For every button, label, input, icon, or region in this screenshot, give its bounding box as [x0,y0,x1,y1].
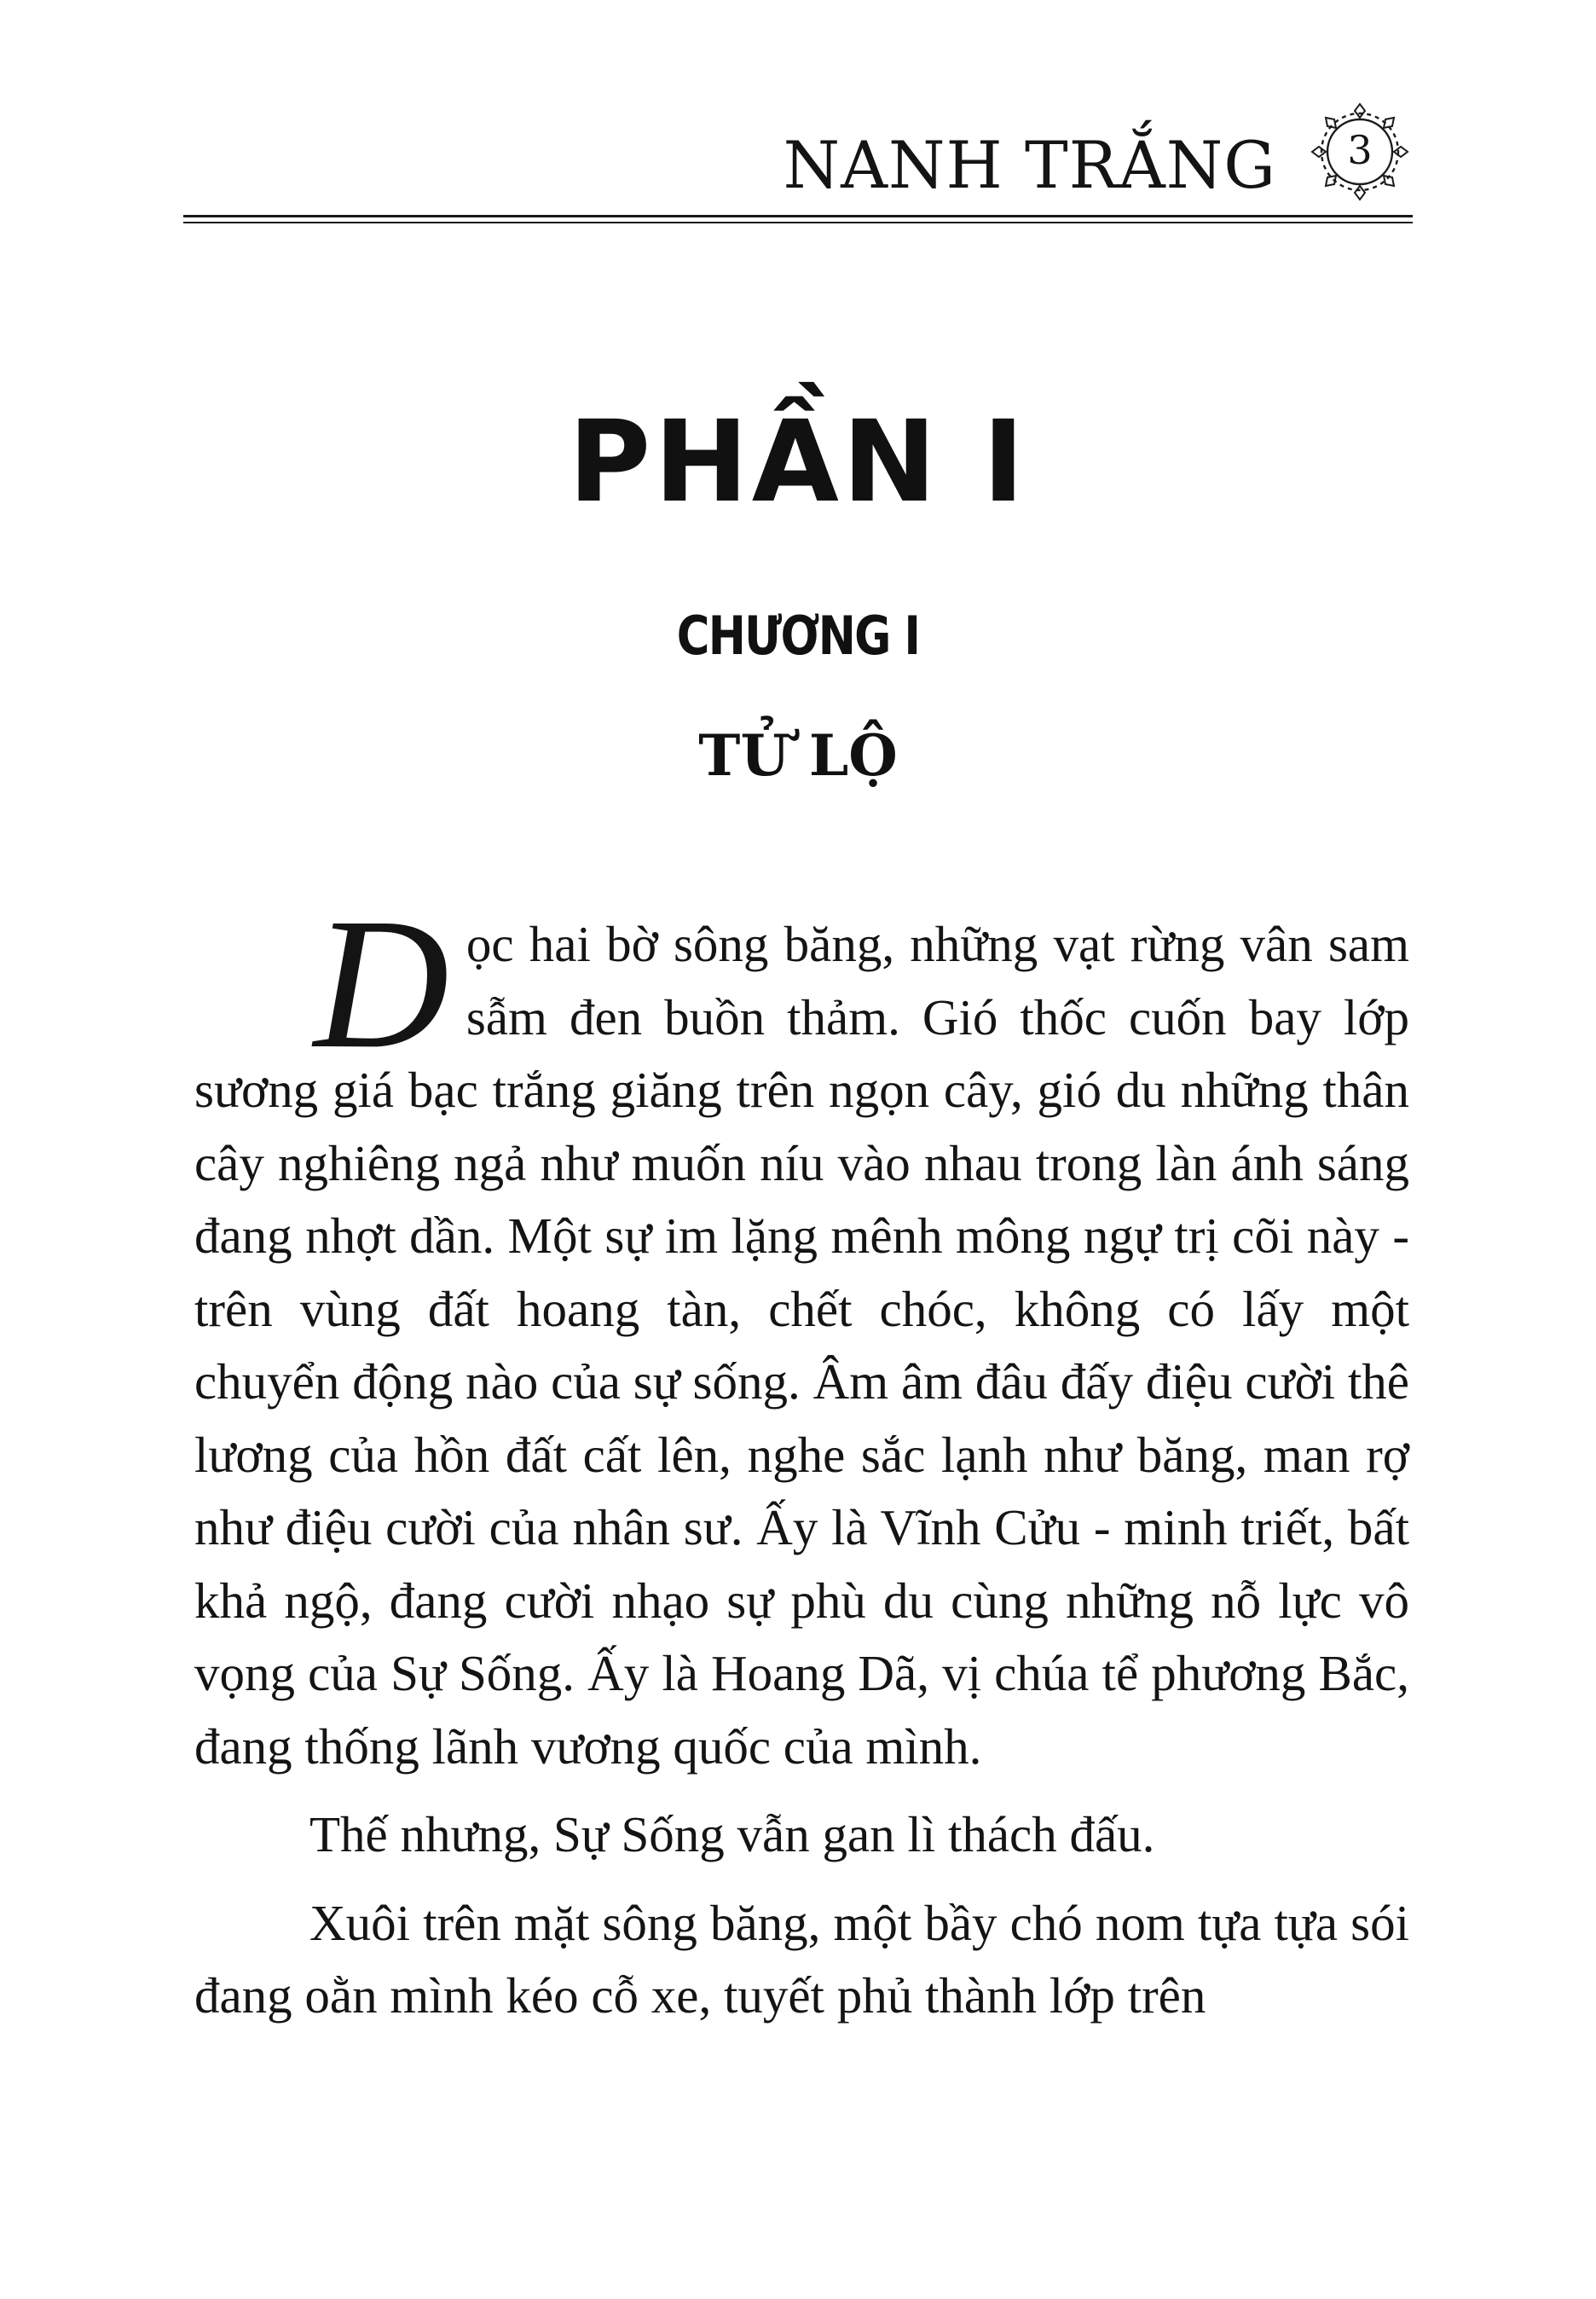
section-title: TỬ LỘ [698,722,898,789]
page-number: 3 [1347,127,1373,173]
header-double-rule [183,215,1413,225]
page-number-ornament [1307,99,1413,205]
paragraph-1 [194,879,1409,1783]
body-text [194,879,1409,2033]
paragraph-1-text: ọc hai bờ sông băng, những vạt rừng vân sam sẫm đen buồn thảm. Gió thốc cuốn bay lớp sương giá bạc trắng giăng trên ngọn cây, gió du những thân cây nghiêng ngả như muốn níu vào nhau trong làn ánh sáng đang nhợt dần. Một sự im lặng mênh mông ngự trị cõi này - trên vùng đất hoang tàn, chết chóc, không có lấy một chuyển động nào của sự sống. Âm âm đâu đấy điệu cười thê lương của hồn đất cất lên, nghe sắc lạnh như băng, man rợ như điệu cười của nhân sư. Ấy là Vĩnh Cửu - minh triết, bất khả ngộ, đang cười nhạo sự phù du cùng những nỗ lực vô vọng của Sự Sống. Ấy là Hoang Dã, vị chúa tể phương Bắc, đang thống lãnh vương quốc của mình. [194,916,1409,1775]
part-title: PHẦN I [568,397,1028,528]
running-header [183,102,1413,230]
running-header-title: NANH TRẮNG [783,127,1276,203]
header-rule-thin [183,222,1413,223]
paragraph-2: Thế nhưng, Sự Sống vẫn gan lì thách đấu. [309,1806,1155,1862]
paragraph-3: Xuôi trên mặt sông băng, một bầy chó nom tựa tựa sói đang oằn mình kéo cỗ xe, tuyết phủ thành lớp trên [194,1894,1409,2024]
header-rule-thick [183,215,1413,217]
chapter-title: CHƯƠNG I [676,605,920,667]
drop-cap: D [314,879,449,1087]
